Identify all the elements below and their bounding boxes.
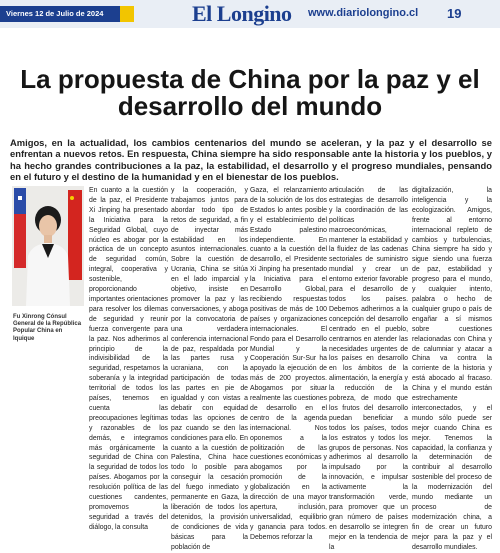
newspaper-logo: El Longino (192, 1, 292, 26)
author-photo (12, 186, 84, 306)
article-column-3: Gaza, el relanzamiento de la solución de los dos Estados lo antes posible y el establecimiento del Estado palestino independiente. En cuanto a la cuestión del desarrollo, el Presidente Xi Jinping ha presentado la Iniciativa para el Desarrollo Global, recibiendo respuestas positivas de más de 100 países y organizaciones internacionales. El Fondo para el Desarrollo Mundial y la Cooperación Sur-Sur ha apoyado la ejecución de más de 200 proyectos. Abogamos por situar realmente las cuestiones de desarrollo en el centro de la agenda internacional. Nos oponemos a la politización de las cuestiones económicas y abogamos por la promoción de la globalización en la dirección de una mayor apertura, inclusión, universalidad, equilibrio y ganancia para todos. Debemos reforzar la (250, 187, 327, 541)
article-column-1: En cuanto a la cuestión de la paz, el Presidente Xi Jinping ha presentado la Iniciativa para la Seguridad Global, cuyo núcleo es abogar por la práctica de un concepto de seguridad común, integral, cooperativa y sostenible, proporcionando importantes orientaciones para resolver los dilemas de seguridad y reunir fuerza convergente para la paz. Nos adherimos al principio de la indivisibilidad de la seguridad, respetamos la soberanía y la integridad territorial de todos los países, tenemos en cuenta las preocupaciones legítimas y razonables de los demás, e integramos más orgánicamente la seguridad de China con la seguridad de todos los países. Abogamos por la resolución política de las cuestiones candentes, promovemos la seguridad a través del diálogo, la consulta (89, 187, 168, 531)
article-column-4: articulación de las estrategias de desarrollo y la coordinación de las políticas macroeconómicas, mantener la estabilidad y la fluidez de las cadenas sectoriales de suministro mundial y crear un entorno exterior favorable para el desarrollo de todos los países. Debemos adherirnos a la concepción del desarrollo centrado en el pueblo, centrarnos en atender las necesidades urgentes de los países en desarrollo en los ámbitos de la alimentación, la energía y la reducción de la pobreza, de modo que los frutos del desarrollo puedan beneficiar a todos los países, todos los estratos y todos los grupos de personas. Nos adherimos al desarrollo impulsado por la innovación, e impulsar activamente la transformación verde, para promover que un gran número de países en desarrollo se integren mejor en la tendencia de la (329, 187, 408, 551)
page-number: 19 (447, 6, 462, 21)
issue-date: Viernes 12 de Julio de 2024 (0, 6, 120, 22)
article-lead: Amigos, en la actualidad, los cambios centenarios del mundo se aceleran, y la paz y el desarrollo se enfrentan a nuevos retos. En respuesta, China siempre ha sido responsable ante la historia y los pueblos, y ha hecho grandes contribuciones a la paz, la estabilidad, el desarrollo y el progreso mundiales, pensando en el futuro y el destino de la humanidad y en el bienestar de los pueblos. (10, 137, 492, 183)
author-caption: Fu Xinrong Cónsul General de la República Popular China en Iquique (13, 314, 82, 342)
article-column-2: y la cooperación, y trabajamos juntos para abordar todo tipo de retos de seguridad, a fin de inyectar más estabilidad en los asuntos internacionales. Sobre la cuestión de Ucrania, China se sitúa en el lado imparcial y objetivo, insiste en promover la paz y las conversaciones, y aboga por la convocatoria de una verdadera conferencia internacional de paz, respaldada por las partes rusa y ucraniana, con la participación de todas las partes en pie de igualdad y con vistas a debatir con equidad todas las opciones de paz cuando se den las condiciones para ello. En cuanto a la cuestión de Palestina, China hace todo lo posible para conseguir la cesación del fuego inmediato y permanente en Gaza, la liberación de todos los detenidos, la provisión de condiciones de vida básicas para la población de (171, 187, 248, 551)
newspaper-url: www.diariolongino.cl (308, 7, 419, 19)
article-column-5: digitalización, la inteligencia y la ecologización. Amigos, frente al entorno internacional repleto de cambios y turbulencias, China siempre ha sido y sigue siendo una fuerza de paz, estabilidad y progreso para el mundo, y cualquier intento, palabra o hecho de cualquier grupo o país de engañar a sí mismos sobre cuestiones relacionadas con China y de calumniar y atacar a China va contra la corriente de la historia y está abocado al fracaso. China y el mundo están estrechamente interconectados, y el mundo sólo puede ser mejor cuando China es mejor. Tenemos la capacidad, la confianza y la determinación de contribuir al desarrollo sostenible del proceso de la modernización del mundo mediante un proceso de modernización china, a fin de crear un futuro mejor para la paz y el desarrollo mundiales. (412, 187, 492, 551)
author-portrait-image (12, 186, 84, 306)
article-title: La propuesta de China por la paz y el desarrollo del mundo (20, 64, 480, 121)
masthead-band (0, 0, 500, 28)
yellow-accent (120, 6, 134, 22)
